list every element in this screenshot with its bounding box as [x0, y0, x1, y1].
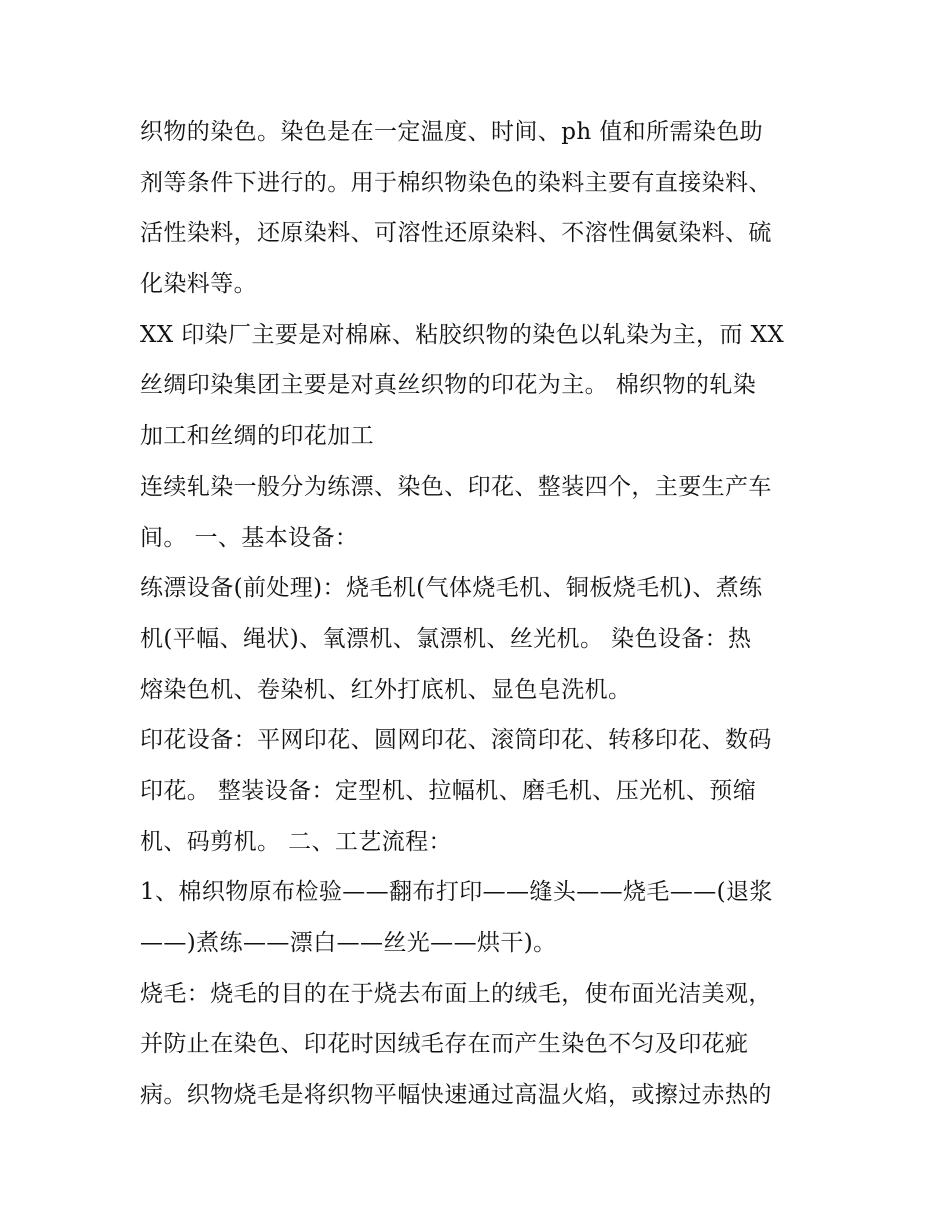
- text-line: ——)煮练——漂白——丝光——烘干)。: [140, 930, 557, 956]
- text-line: 练漂设备(前处理)：烧毛机(气体烧毛机、铜板烧毛机)、煮练: [140, 575, 763, 602]
- text-line: 印花设备：平网印花、圆网印花、滚筒印花、转移印花、数码: [140, 727, 772, 754]
- text-line: 化染料等。: [140, 271, 257, 298]
- text-line: 机(平幅、绳状)、氧漂机、氯漂机、丝光机。 染色设备：热: [140, 625, 752, 652]
- text-line: 1、棉织物原布检验——翻布打印——缝头——烧毛——(退浆: [140, 879, 773, 906]
- text-line: XX 印染厂主要是对棉麻、粘胶织物的染色以轧染为主，而 XX: [140, 321, 785, 348]
- text-line: 烧毛：烧毛的目的在于烧去布面上的绒毛，使布面光洁美观，: [140, 980, 772, 1007]
- text-line: 连续轧染一般分为练漂、染色、印花、整装四个，主要生产车: [140, 473, 772, 500]
- text-line: 剂等条件下进行的。用于棉织物染色的染料主要有直接染料、: [140, 169, 772, 196]
- text-line: 病。织物烧毛是将织物平幅快速通过高温火焰，或擦过赤热的: [140, 1082, 772, 1109]
- text-line: 间。 一、基本设备：: [140, 524, 359, 551]
- text-line: 印花。 整装设备：定型机、拉幅机、磨毛机、压光机、预缩: [140, 777, 757, 804]
- text-line: 熔染色机、卷染机、红外打底机、显色皂洗机。: [140, 676, 632, 703]
- text-line: 机、码剪机。 二、工艺流程：: [140, 828, 452, 855]
- text-line: 织物的染色。染色是在一定温度、时间、ph 值和所需染色助: [140, 119, 764, 145]
- document-body: [140, 107, 820, 1121]
- text-line: 加工和丝绸的印花加工: [140, 423, 374, 450]
- text-line: 并防止在染色、印花时因绒毛存在而产生染色不匀及印花疵: [140, 1031, 749, 1058]
- text-line: 丝绸印染集团主要是对真丝织物的印花为主。 棉织物的轧染: [140, 372, 757, 399]
- text-line: 活性染料，还原染料、可溶性还原染料、不溶性偶氨染料、硫: [140, 220, 772, 247]
